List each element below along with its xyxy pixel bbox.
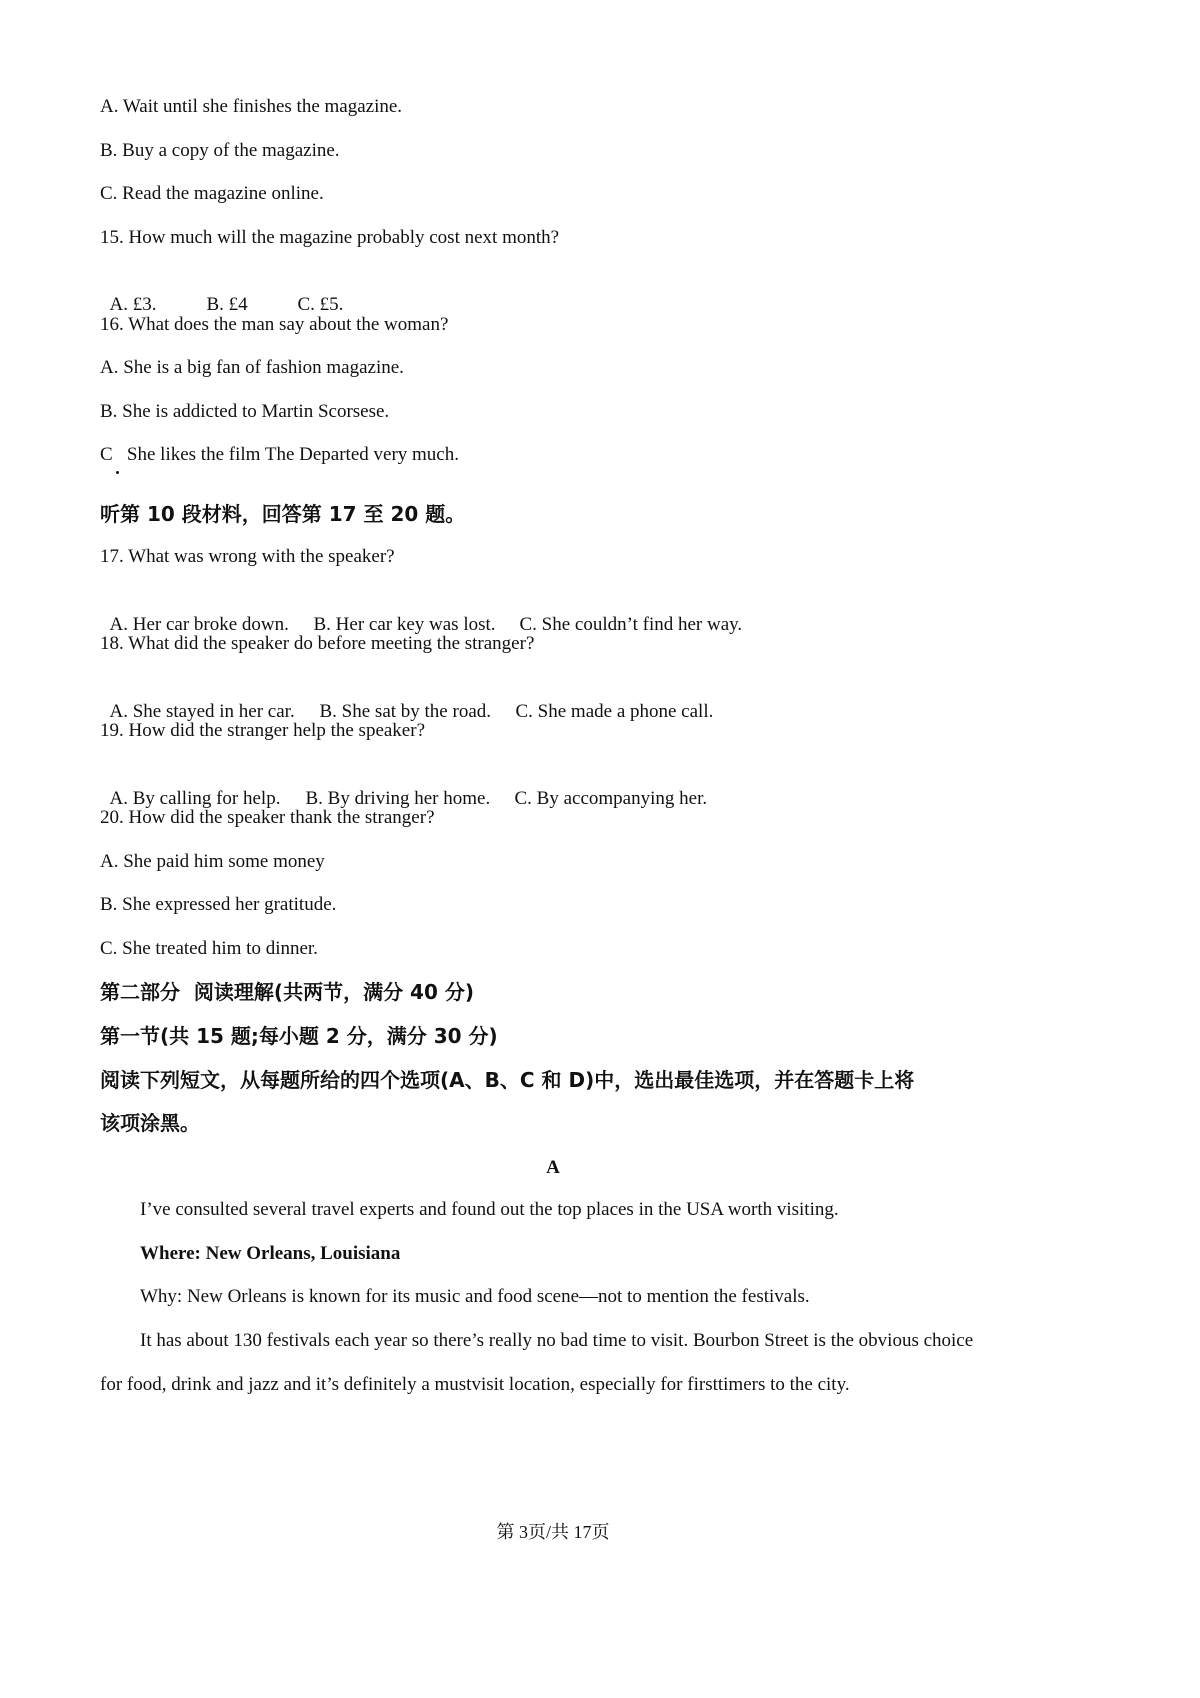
q19-option-b: B. By driving her home. <box>305 788 491 809</box>
reading-instruction-line-2: 该项涂黑。 <box>100 1111 200 1135</box>
question-17: 17. What was wrong with the speaker? <box>100 546 395 567</box>
question-18: 18. What did the speaker do before meeting the stranger? <box>100 633 535 654</box>
stray-dot <box>116 471 119 474</box>
q20-option-a: A. She paid him some money <box>100 851 325 872</box>
q20-option-c: C. She treated him to dinner. <box>100 938 318 959</box>
q14-option-a: A. Wait until she finishes the magazine. <box>100 96 403 117</box>
question-15: 15. How much will the magazine probably cost next month? <box>100 227 560 248</box>
q18-option-a: A. She stayed in her car. <box>109 701 295 722</box>
q19-option-c: C. By accompanying her. <box>514 788 708 809</box>
q17-option-c: C. She couldn’t find her way. <box>519 614 743 635</box>
q17-options <box>100 589 742 637</box>
q16-option-c: C She likes the film The Departed very much. <box>100 444 459 465</box>
q16-option-b: B. She is addicted to Martin Scorsese. <box>100 401 390 422</box>
passage-paragraph-2-line-1: It has about 130 festivals each year so there’s really no bad time to visit. Bourbon Street is the obvious choice <box>140 1330 974 1351</box>
passage-why-line: Why: New Orleans is known for its music and food scene—not to mention the festivals. <box>140 1286 810 1307</box>
q17-option-a: A. Her car broke down. <box>109 614 289 635</box>
passage-where-heading: Where: New Orleans, Louisiana <box>140 1243 401 1264</box>
reading-instruction-line-1: 阅读下列短文，从每题所给的四个选项(A、B、C 和 D)中，选出最佳选项，并在答题卡上将 <box>100 1068 915 1092</box>
q15-option-a: A. £3. <box>109 294 157 315</box>
q19-option-a: A. By calling for help. <box>109 788 281 809</box>
q20-option-b: B. She expressed her gratitude. <box>100 894 337 915</box>
q18-options <box>100 676 713 724</box>
q19-options <box>100 763 707 811</box>
q16-option-a: A. She is a big fan of fashion magazine. <box>100 357 404 378</box>
question-19: 19. How did the stranger help the speaker? <box>100 720 426 741</box>
section-1-heading: 第一节(共 15 题;每小题 2 分，满分 30 分) <box>100 1024 498 1048</box>
q17-option-b: B. Her car key was lost. <box>313 614 496 635</box>
passage-paragraph-1: I’ve consulted several travel experts and found out the top places in the USA worth visiting. <box>140 1199 839 1220</box>
part-2-heading: 第二部分 阅读理解(共两节，满分 40 分) <box>100 980 474 1004</box>
question-16: 16. What does the man say about the woman? <box>100 314 449 335</box>
q14-option-b: B. Buy a copy of the magazine. <box>100 140 340 161</box>
question-20: 20. How did the speaker thank the stranger? <box>100 807 435 828</box>
page-number-footer: 第 3页/共 17页 <box>496 1522 610 1542</box>
q14-option-c: C. Read the magazine online. <box>100 183 324 204</box>
q15-options <box>100 269 343 317</box>
q18-option-b: B. She sat by the road. <box>319 701 492 722</box>
passage-title: A <box>546 1157 560 1178</box>
q18-option-c: C. She made a phone call. <box>515 701 714 722</box>
q15-option-c: C. £5. <box>297 294 344 315</box>
section-10-instruction: 听第 10 段材料，回答第 17 至 20 题。 <box>100 502 466 526</box>
passage-paragraph-2-line-2: for food, drink and jazz and it’s definitely a mustvisit location, especially for firsttimers to the city. <box>100 1374 850 1395</box>
q15-option-b: B. £4 <box>206 294 248 315</box>
